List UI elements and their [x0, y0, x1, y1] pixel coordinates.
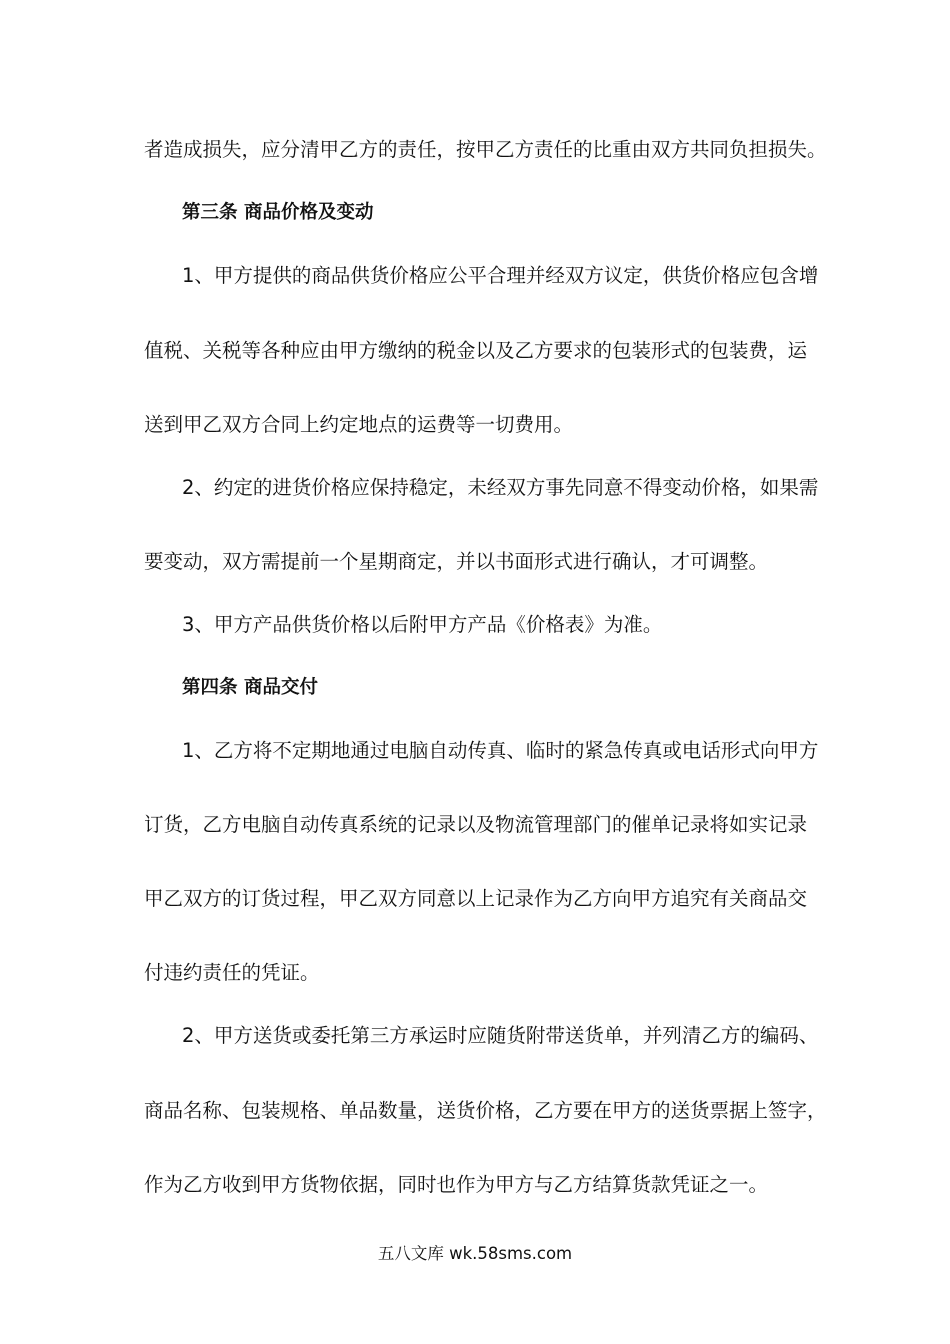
- paragraph-line: 要变动，双方需提前一个星期商定，并以书面形式进行确认，才可调整。: [144, 550, 769, 573]
- paragraph-line: 者造成损失，应分清甲乙方的责任，按甲乙方责任的比重由双方共同负担损失。: [144, 138, 827, 161]
- paragraph-line: 作为乙方收到甲方货物依据，同时也作为甲方与乙方结算货款凭证之一。: [144, 1173, 769, 1196]
- paragraph-line: 付违约责任的凭证。: [144, 961, 320, 984]
- paragraph-line: 3、甲方产品供货价格以后附甲方产品《价格表》为准。: [182, 613, 663, 636]
- paragraph-line: 送到甲乙双方合同上约定地点的运费等一切费用。: [144, 413, 574, 436]
- paragraph-line: 值税、关税等各种应由甲方缴纳的税金以及乙方要求的包装形式的包装费，运: [144, 339, 808, 362]
- section-heading-article-4: 第四条 商品交付: [182, 677, 318, 698]
- paragraph-line: 2、甲方送货或委托第三方承运时应随货附带送货单，并列清乙方的编码、: [182, 1024, 819, 1047]
- paragraph-line: 1、乙方将不定期地通过电脑自动传真、临时的紧急传真或电话形式向甲方: [182, 739, 819, 762]
- paragraph-line: 甲乙双方的订货过程，甲乙双方同意以上记录作为乙方向甲方追究有关商品交: [144, 887, 808, 910]
- paragraph-line: 1、甲方提供的商品供货价格应公平合理并经双方议定，供货价格应包含增: [182, 264, 819, 287]
- paragraph-line: 2、约定的进货价格应保持稳定，未经双方事先同意不得变动价格，如果需: [182, 476, 819, 499]
- paragraph-line: 商品名称、包装规格、单品数量，送货价格，乙方要在甲方的送货票据上签字，: [144, 1099, 827, 1122]
- section-heading-article-3: 第三条 商品价格及变动: [182, 202, 374, 223]
- page-footer-watermark: 五八文库 wk.58sms.com: [377, 1244, 573, 1263]
- paragraph-line: 订货，乙方电脑自动传真系统的记录以及物流管理部门的催单记录将如实记录: [144, 813, 808, 836]
